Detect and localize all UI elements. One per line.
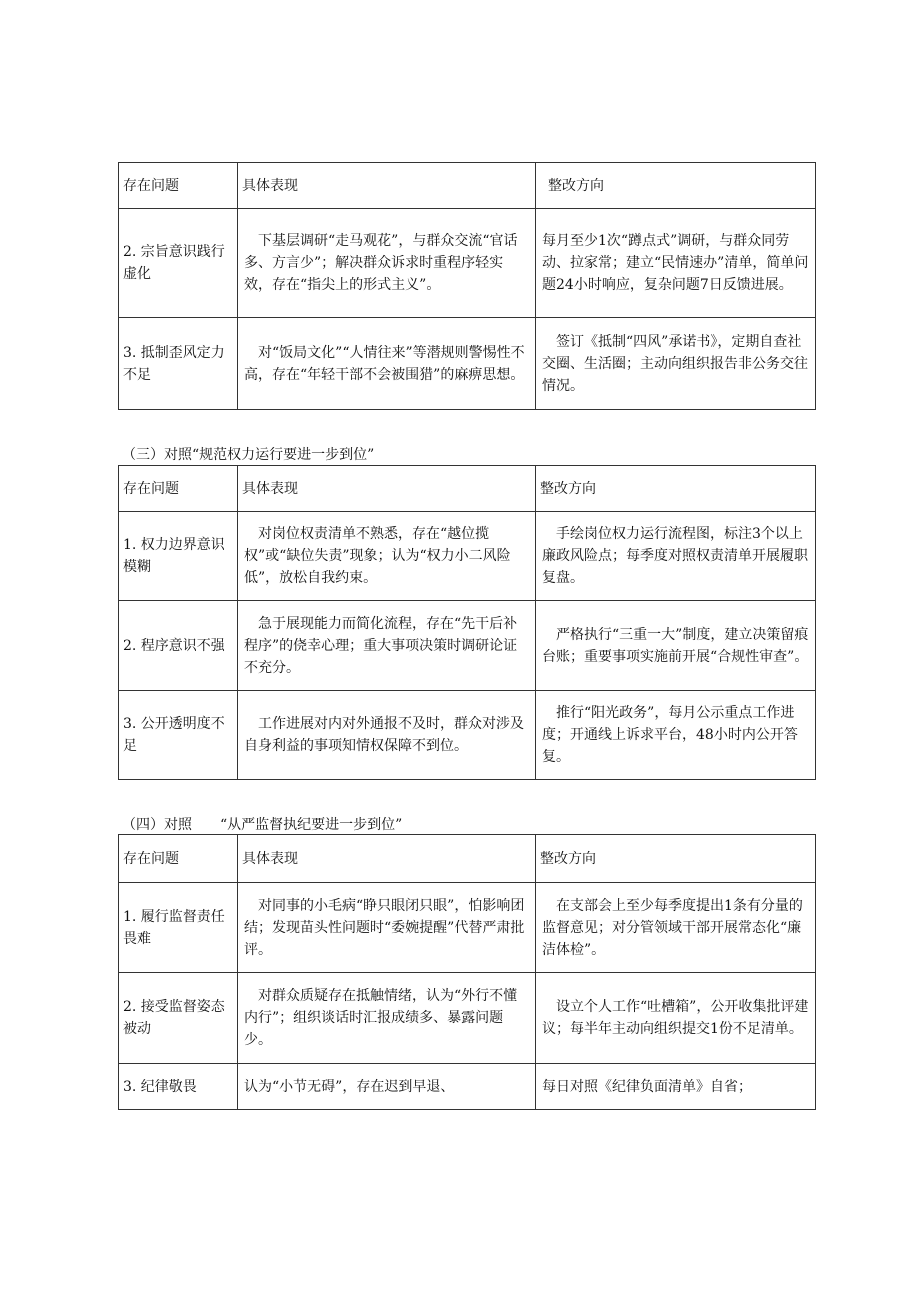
problem-cell: 3. 纪律敬畏 <box>119 1064 238 1110</box>
table-section2 <box>118 162 816 410</box>
table-row <box>119 318 816 410</box>
section-heading: （三）对照“规范权力运行要进一步到位” <box>122 447 375 463</box>
problem-cell: 1. 权力边界意识模糊 <box>119 512 238 601</box>
header-fix: 整改方向 <box>536 835 816 883</box>
detail-cell: 对“饭局文化”“人情往来”等潜规则警惕性不高，存在“年轻干部不会被围猎”的麻痹思想。 <box>238 318 536 410</box>
detail-cell: 对群众质疑存在抵触情绪，认为“外行不懂内行”；组织谈话时汇报成绩多、暴露问题少。 <box>238 973 536 1064</box>
table-header-row <box>119 163 816 209</box>
problem-cell: 1. 履行监督责任畏难 <box>119 883 238 973</box>
fix-cell: 推行“阳光政务”，每月公示重点工作进度；开通线上诉求平台，48小时内公开答复。 <box>536 691 816 780</box>
table-row <box>119 601 816 691</box>
detail-cell: 对岗位权责清单不熟悉，存在“越位揽权”或“缺位失责”现象；认为“权力小二风险低”，放松自我约束。 <box>238 512 536 601</box>
detail-cell: 认为“小节无碍”，存在迟到早退、 <box>238 1064 536 1110</box>
problem-cell: 3. 公开透明度不足 <box>119 691 238 780</box>
header-detail: 具体表现 <box>238 466 536 512</box>
detail-cell: 下基层调研“走马观花”，与群众交流“官话多、方言少”；解决群众诉求时重程序轻实效，存在“指尖上的形式主义”。 <box>238 209 536 318</box>
problem-cell: 3. 抵制歪风定力不足 <box>119 318 238 410</box>
header-detail: 具体表现 <box>238 163 536 209</box>
section-heading: （四）对照 “从严监督执纪要进一步到位” <box>122 817 403 833</box>
problem-cell: 2. 宗旨意识践行虚化 <box>119 209 238 318</box>
table-row <box>119 691 816 780</box>
fix-cell: 每月至少1次“蹲点式”调研，与群众同劳动、拉家常；建立“民情速办”清单，简单问题24小时响应，复杂问题7日反馈进展。 <box>536 209 816 318</box>
header-problem: 存在问题 <box>119 835 238 883</box>
fix-cell: 手绘岗位权力运行流程图，标注3个以上廉政风险点；每季度对照权责清单开展履职复盘。 <box>536 512 816 601</box>
header-detail: 具体表现 <box>238 835 536 883</box>
header-problem: 存在问题 <box>119 466 238 512</box>
table-row <box>119 209 816 318</box>
table-header-row <box>119 466 816 512</box>
fix-cell: 设立个人工作“吐槽箱”，公开收集批评建议；每半年主动向组织提交1份不足清单。 <box>536 973 816 1064</box>
detail-cell: 工作进展对内对外通报不及时，群众对涉及自身利益的事项知情权保障不到位。 <box>238 691 536 780</box>
table-row <box>119 1064 816 1110</box>
table-row <box>119 883 816 973</box>
fix-cell: 每日对照《纪律负面清单》自省； <box>536 1064 816 1110</box>
fix-cell: 在支部会上至少每季度提出1条有分量的监督意见；对分管领域干部开展常态化“廉洁体检”。 <box>536 883 816 973</box>
table-section4 <box>118 834 816 1110</box>
header-fix: 整改方向 <box>536 163 816 209</box>
header-problem: 存在问题 <box>119 163 238 209</box>
problem-cell: 2. 接受监督姿态被动 <box>119 973 238 1064</box>
detail-cell: 对同事的小毛病“睁只眼闭只眼”，怕影响团结；发现苗头性问题时“委婉提醒”代替严肃批评。 <box>238 883 536 973</box>
fix-cell: 严格执行“三重一大”制度，建立决策留痕台账；重要事项实施前开展“合规性审查”。 <box>536 601 816 691</box>
table-row <box>119 512 816 601</box>
detail-cell: 急于展现能力而简化流程，存在“先干后补程序”的侥幸心理；重大事项决策时调研论证不充分。 <box>238 601 536 691</box>
table-section3 <box>118 465 816 780</box>
table-row <box>119 973 816 1064</box>
problem-cell: 2. 程序意识不强 <box>119 601 238 691</box>
fix-cell: 签订《抵制“四风”承诺书》，定期自查社交圈、生活圈；主动向组织报告非公务交往情况。 <box>536 318 816 410</box>
table-header-row <box>119 835 816 883</box>
header-fix: 整改方向 <box>536 466 816 512</box>
